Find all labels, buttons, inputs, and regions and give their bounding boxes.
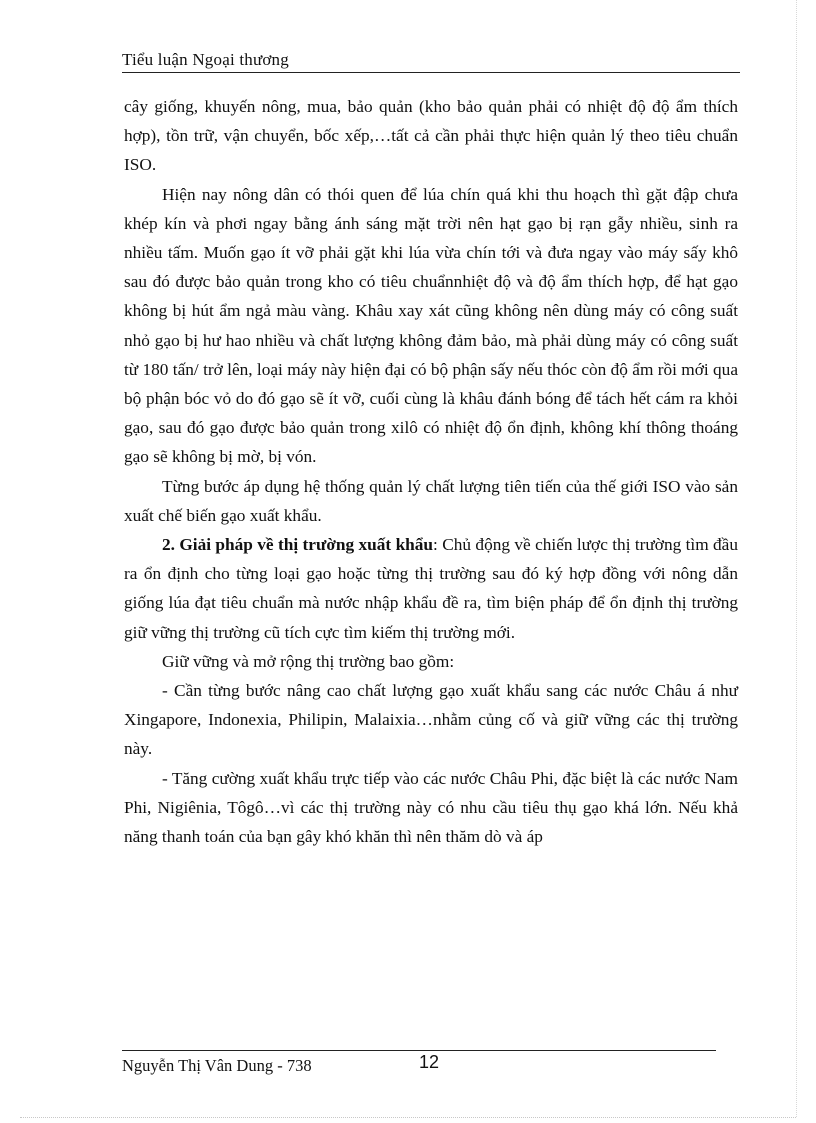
header-title: Tiểu luận Ngoại thương (122, 50, 289, 69)
paragraph-2: Hiện nay nông dân có thói quen để lúa chín quá khi thu hoạch thì gặt đập chưa khép kín và phơi ngay bằng ánh sáng mặt trời nên hạt gạo bị rạn gẫy nhiều, sinh ra nhiều tấm. Muốn gạo ít vỡ phải gặt khi lúa vừa chín tới và đưa ngay vào máy sấy khô sau đó được bảo quản trong kho có tiêu chuẩnnhiệt độ và độ ẩm thích hợp, để hạt gạo không bị hút ẩm ngả màu vàng. Khâu xay xát cũng không nên dùng máy có công suất nhỏ gạo bị hư hao nhiều và chất lượng không đảm bảo, mà phải dùng máy có công suất từ 180 tấn/ trở lên, loại máy này hiện đại có bộ phận sấy nếu thóc còn độ ẩm rồi mới qua bộ phận bóc vỏ do đó gạo sẽ ít vỡ, cuối cùng là khâu đánh bóng để tách hết cám ra khỏi gạo, sau đó gạo được bảo quản trong xilô có nhiệt độ ổn định, không khí thông thoáng gạo sẽ không bị mờ, bị vón. (124, 184, 738, 467)
paragraph-1: cây giống, khuyến nông, mua, bảo quản (kho bảo quản phải có nhiệt độ độ ẩm thích hợp), tồn trữ, vận chuyển, bốc xếp,…tất cả cần phải thực hiện quản lý theo tiêu chuẩn ISO. (124, 97, 738, 175)
paragraph-4 (124, 530, 738, 647)
paragraph-7: - Tăng cường xuất khẩu trực tiếp vào các nước Châu Phi, đặc biệt là các nước Nam Phi, Nigiênia, Tôgô…vì các thị trường này có nhu cầu tiêu thụ gạo khá lớn. Nếu khả năng thanh toán của bạn gây khó khăn thì nên thăm dò và áp (124, 768, 738, 847)
page-bottom-border (20, 1117, 796, 1118)
paragraph-4-text: : Chủ động về chiến lược thị trường tìm đầu ra ổn định cho từng loại gạo hoặc từng thị trường sau đó ký hợp đồng với nông dẫn giống lúa đạt tiêu chuẩn mà nước nhập khẩu đề ra, tìm biện pháp để ổn định thị trường giữ vững thị trường cũ tích cực tìm kiếm thị trường mới. (124, 535, 738, 642)
page-header (122, 48, 740, 73)
paragraph-5: Giữ vững và mở rộng thị trường bao gồm: (162, 651, 455, 671)
paragraph-3: Từng bước áp dụng hệ thống quản lý chất lượng tiên tiến của thế giới ISO vào sản xuất chế biến gạo xuất khẩu. (124, 476, 738, 525)
page-right-border (796, 0, 797, 1117)
paragraph-6: - Cần từng bước nâng cao chất lượng gạo xuất khẩu sang các nước Châu á như Xingapore, Indonexia, Philipin, Malaixia…nhằm củng cố và giữ vững các thị trường này. (124, 681, 738, 759)
footer-divider (122, 1050, 716, 1051)
section-heading: 2. Giải pháp về thị trường xuất khẩu (162, 535, 434, 555)
footer-author: Nguyễn Thị Vân Dung - 738 (122, 1056, 312, 1075)
page-number: 12 (419, 1052, 440, 1072)
document-body (124, 92, 738, 851)
